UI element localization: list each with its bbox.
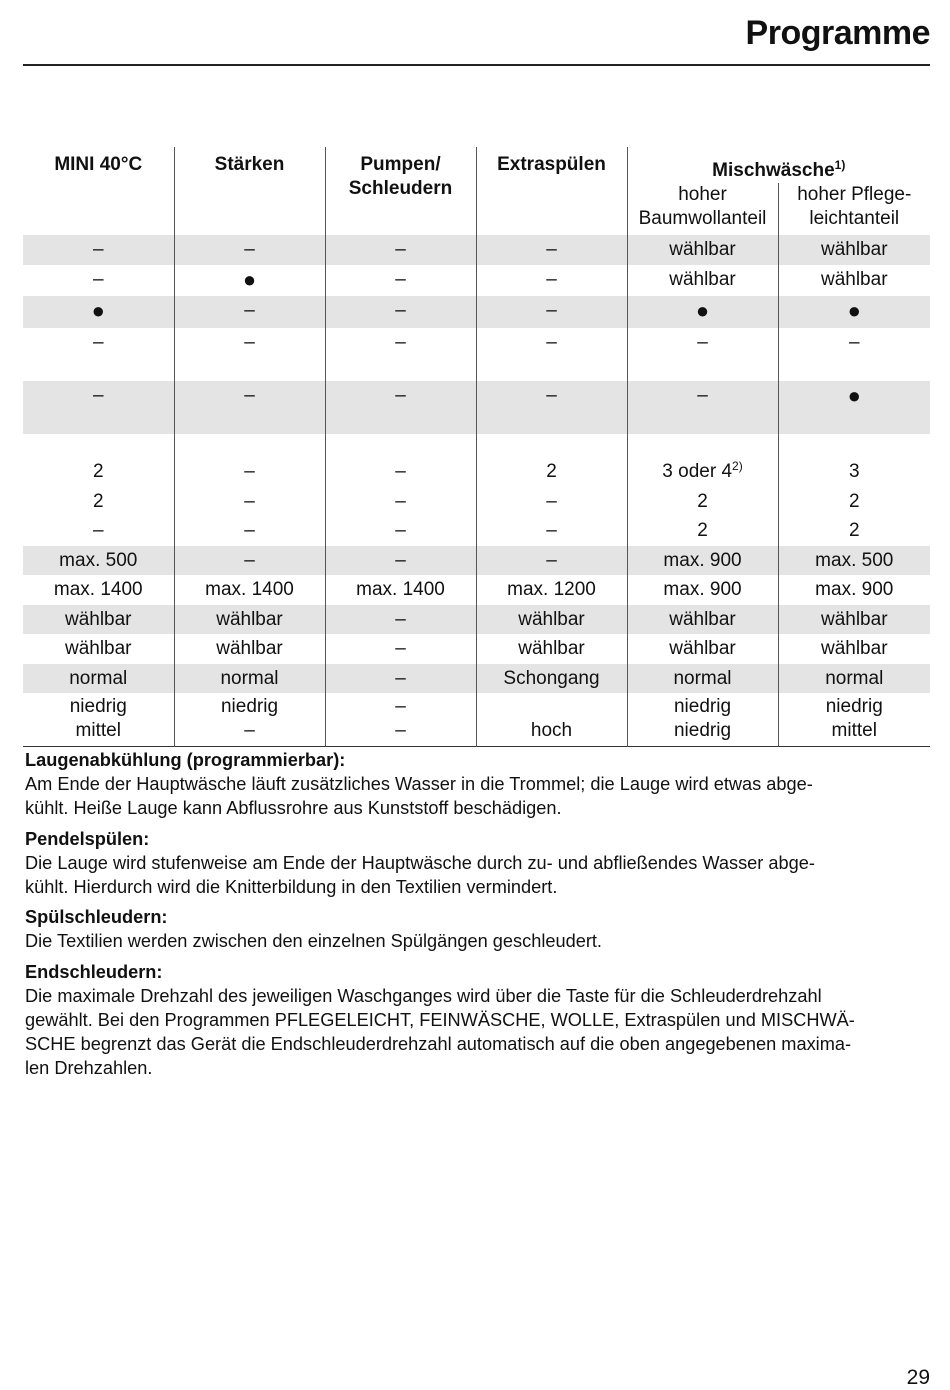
- note-heading: Laugenabkühlung (programmierbar):: [25, 750, 346, 770]
- table-cell: –: [23, 235, 174, 265]
- table-row: [23, 381, 930, 434]
- table-cell: niedrig mittel: [825, 696, 883, 741]
- table-cell: niedrig niedrig: [627, 693, 778, 746]
- table-cell: –: [174, 487, 325, 517]
- note-text: Die Lauge wird stufenweise am Ende der Hauptwäsche durch zu- und abfließendes Wasser abge- kühlt. Hierdurch wird die Knitterbildung in den Textilien vermindert.: [25, 852, 815, 898]
- table-cell: –: [476, 235, 627, 265]
- table-cell: 2: [476, 434, 627, 487]
- table-row: [23, 487, 930, 517]
- table-cell: Schongang: [476, 664, 627, 694]
- table-cell: wählbar: [23, 634, 174, 664]
- note-text: Am Ende der Hauptwäsche läuft zusätzliches Wasser in die Trommel; die Lauge wird etwas abge- kühlt. Heiße Lauge kann Abflussrohre aus Kunststoff beschädigen.: [25, 774, 813, 819]
- table-cell: wählbar: [23, 605, 174, 635]
- notes-section: [25, 748, 930, 1081]
- table-cell: ●: [627, 296, 778, 328]
- table-cell: –: [325, 516, 476, 546]
- table-cell: wählbar: [820, 638, 888, 659]
- table-cell: max. 900: [627, 575, 778, 605]
- table-cell: –: [325, 434, 476, 487]
- table-cell: –: [23, 328, 174, 381]
- table-cell: –: [23, 265, 174, 297]
- table-cell: 2: [848, 520, 860, 541]
- table-cell: ●: [778, 381, 930, 434]
- table-cell: wählbar: [476, 634, 627, 664]
- table-cell: –: [325, 235, 476, 265]
- table-cell: max. 500: [23, 546, 174, 576]
- table-cell: –: [325, 546, 476, 576]
- table-row: [23, 634, 930, 664]
- table-cell: wählbar: [627, 605, 778, 635]
- table-cell: wählbar: [820, 268, 888, 290]
- table-cell: –: [476, 328, 627, 381]
- table-cell: 2: [23, 487, 174, 517]
- table-cell: 2: [627, 487, 778, 517]
- table-cell: –: [174, 546, 325, 576]
- table-cell: –: [174, 235, 325, 265]
- table-cell: –: [476, 265, 627, 297]
- header-pumpen-schleudern: Pumpen/ Schleudern: [325, 147, 476, 235]
- table-cell: wählbar: [174, 634, 325, 664]
- note-text: Die Textilien werden zwischen den einzelnen Spülgängen geschleudert.: [25, 931, 602, 952]
- page-number: 29: [906, 1366, 930, 1389]
- table-row: [23, 605, 930, 635]
- header-rule: [23, 64, 930, 66]
- table-cell: 2: [627, 516, 778, 546]
- table-cell: max. 900: [815, 579, 894, 600]
- table-cell: –: [23, 516, 174, 546]
- table-row: [23, 328, 930, 381]
- table-cell: max. 1400: [174, 575, 325, 605]
- subheader-pflegeleicht: hoher Pflege- leichtanteil: [797, 184, 912, 229]
- table-cell: wählbar: [174, 605, 325, 635]
- table-cell: ●: [174, 265, 325, 297]
- header-mischwaesche: Mischwäsche$^{1)}$: [712, 158, 846, 181]
- table-cell: ●: [23, 296, 174, 328]
- table-cell: normal: [23, 664, 174, 694]
- table-cell: –: [325, 328, 476, 381]
- table-cell: –: [476, 381, 627, 434]
- footnote-marker: 1): [834, 158, 846, 172]
- table-cell: –: [476, 487, 627, 517]
- table-row: [23, 516, 930, 546]
- table-cell: –: [848, 331, 860, 353]
- table-row: [23, 265, 930, 297]
- table-cell: ●: [778, 296, 930, 328]
- header-staerken: Stärken: [174, 147, 325, 235]
- table-cell: normal: [627, 664, 778, 694]
- header-extraspuelen: Extraspülen: [476, 147, 627, 235]
- table-cell: max. 1400: [325, 575, 476, 605]
- subheader-baumwolle: hoher Baumwollanteil: [627, 183, 778, 235]
- table-cell: 3 oder 4$^{2)}$: [627, 434, 778, 487]
- program-options-table: [23, 147, 930, 747]
- table-cell: –: [325, 265, 476, 297]
- table-cell: 3: [848, 461, 860, 482]
- table-cell: –: [476, 516, 627, 546]
- table-cell: – –: [325, 693, 476, 746]
- table-cell: –: [174, 381, 325, 434]
- table-cell: –: [325, 664, 476, 694]
- table-cell: max. 900: [627, 546, 778, 576]
- table-cell: –: [627, 328, 778, 381]
- table-cell: –: [476, 546, 627, 576]
- table-row: [23, 296, 930, 328]
- table-row: [23, 546, 930, 576]
- footnote-marker: 2): [732, 459, 743, 473]
- table-cell: –: [325, 381, 476, 434]
- table-cell: normal: [174, 664, 325, 694]
- table-cell: –: [325, 487, 476, 517]
- table-cell: max. 1400: [23, 575, 174, 605]
- table-cell: max. 500: [778, 546, 930, 576]
- table-cell: –: [325, 605, 476, 635]
- table-row: [23, 693, 930, 746]
- table-cell: wählbar: [778, 605, 930, 635]
- table-cell: –: [23, 381, 174, 434]
- table-cell: wählbar: [627, 634, 778, 664]
- table-cell: 2: [23, 434, 174, 487]
- table-cell: max. 1200: [476, 575, 627, 605]
- table-cell: wählbar: [476, 605, 627, 635]
- note-heading: Endschleudern:: [25, 961, 163, 982]
- table-cell: niedrig mittel: [23, 693, 174, 746]
- table-row: [23, 235, 930, 265]
- header-mini-40: MINI 40°C: [23, 147, 174, 235]
- table-cell: –: [174, 516, 325, 546]
- table-cell: wählbar: [627, 235, 778, 265]
- note-text: Die maximale Drehzahl des jeweiligen Waschganges wird über die Taste für die Schleuderdrehzahl gewählt. Bei den Programmen PFLEGELEICHT, FEINWÄSCHE, WOLLE, Extraspülen und MISCHWÄ- SCHE begrenzt das Gerät die Endschleuderdrehzahl automatisch auf die oben angegebenen maxima- len Drehzahlen.: [25, 985, 855, 1079]
- table-cell: –: [325, 296, 476, 328]
- page-title: Programme: [745, 14, 930, 52]
- table-cell: –: [174, 296, 325, 328]
- note-heading: Spülschleudern:: [25, 907, 168, 928]
- table-cell: normal: [778, 664, 930, 694]
- table-cell: –: [476, 296, 627, 328]
- table-cell: –: [325, 634, 476, 664]
- table-cell: wählbar: [778, 235, 930, 265]
- table-cell: wählbar: [627, 265, 778, 297]
- table-cell: –: [627, 381, 778, 434]
- note-heading: Pendelspülen:: [25, 828, 150, 849]
- table-row: [23, 575, 930, 605]
- table-cell: –: [174, 328, 325, 381]
- table-cell: 2: [848, 490, 860, 512]
- table-row: [23, 434, 930, 487]
- table-row: [23, 664, 930, 694]
- table-cell: hoch: [476, 693, 627, 746]
- table-cell: –: [174, 434, 325, 487]
- table-cell: niedrig –: [174, 693, 325, 746]
